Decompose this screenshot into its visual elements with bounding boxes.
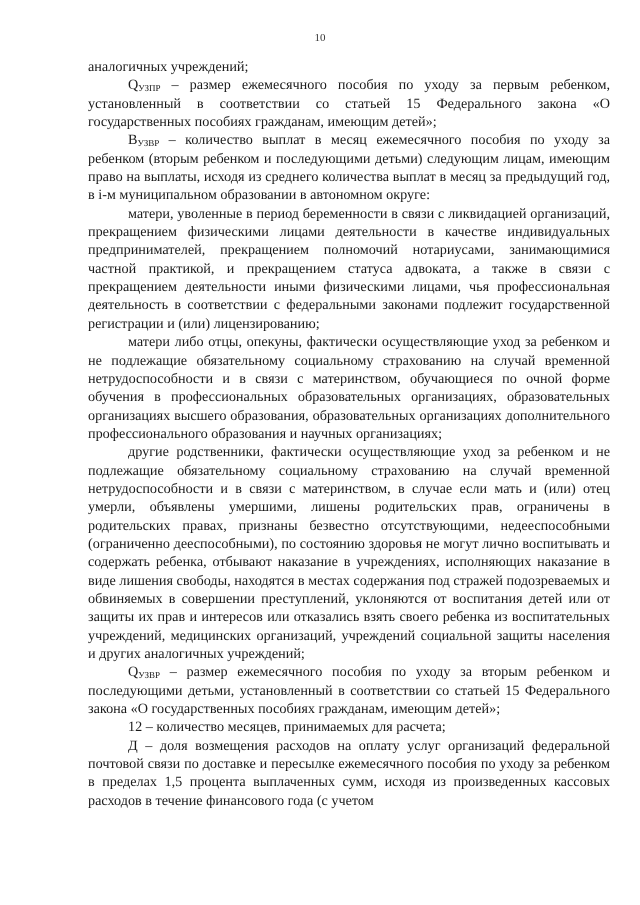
formula-symbol-b-uzvr: $B_{УЗВР}$ [128,132,160,149]
paragraph-mothers-dismissed: матери, уволенные в период беременности в связи с ликвидацией организаций, прекращением физическими лицами деятельности в качестве индивидуальных предпринимателей, прекращением полномочий нотариусами, занимающимися частной практикой, и прекращением статуса адвоката, а также в связи с прекращением деятельности иными физическими лицами, чья профессиональная деятельность в соответствии с федеральными законами подлежит государственной регистрации и (или) лицензированию; [88,205,610,332]
formula-symbol-q-uzvr: $Q_{УЗВР}$ [128,664,161,681]
page-number: 10 [314,32,326,44]
formula-symbol-q-uzpr: $Q_{УЗПР}$ [128,77,161,94]
paragraph-months-count: 12 – количество месяцев, принимаемых для расчета; [128,719,446,736]
paragraph-q-uzpr-definition: $Q_{УЗПР}$ – размер ежемесячного пособия по уходу за первым ребенком, установленный в соответствии со статьей 15 Федерального закона «О государственных пособиях гражданам, имеющим детей»; [88,77,610,131]
paragraph-q-uzvr-definition: $Q_{УЗВР}$ – размер ежемесячного пособия по уходу за вторым ребенком и последующими детьми, установленный в соответствии со статьей 15 Федерального закона «О государственных пособиях гражданам, имеющим детей»; [88,664,610,718]
paragraph-other-relatives: другие родственники, фактически осуществляющие уход за ребенком и не подлежащие обязательному социальному страхованию на случай временной нетрудоспособности и в связи с материнством, в случае если мать и (или) отец умерли, объявлены умершими, лишены родительских прав, ограничены в родительских правах, признаны безвестно отсутствующими, недееспособными (ограниченно дееспособными), по состоянию здоровья не могут лично воспитывать и содержать ребенка, отбывают наказание в учреждениях, исполняющих наказание в виде лишения свободы, находятся в местах содержания под стражей подозреваемых и обвиняемых в совершении преступлений, уклоняются от воспитания детей или от защиты их прав и интересов или отказались взять своего ребенка из воспитательных учреждений, медицинских организаций, учреждений социальной защиты населения и других аналогичных учреждений; [88,444,610,662]
paragraph-d-share-definition: Д – доля возмещения расходов на оплату услуг организаций федеральной почтовой связи по доставке и пересылке ежемесячного пособия по уходу за ребенком в пределах 1,5 процента выплаченных сумм, исходя из произведенных кассовых расходов в течение финансового года (с учетом [88,737,610,809]
paragraph-continuation: аналогичных учреждений; [88,59,249,75]
paragraph-parents-students: матери либо отцы, опекуны, фактически осуществляющие уход за ребенком и не подлежащие обязательному социальному страхованию на случай временной нетрудоспособности и в связи с материнством, обучающиеся по очной форме обучения в профессиональных образовательных организациях, образовательных организациях высшего образования, образовательных организациях дополнительного профессионального образования и научных организациях; [88,334,610,442]
paragraph-b-uzvr-definition: $B_{УЗВР}$ – количество выплат в месяц ежемесячного пособия по уходу за ребенком (вторым ребенком и последующими детьми) следующим лицам, имеющим право на выплаты, исходя из среднего количества выплат в месяц за предыдущий год, в i-м муниципальном образовании в автономном округе: [88,132,610,204]
document-body [88,58,610,810]
